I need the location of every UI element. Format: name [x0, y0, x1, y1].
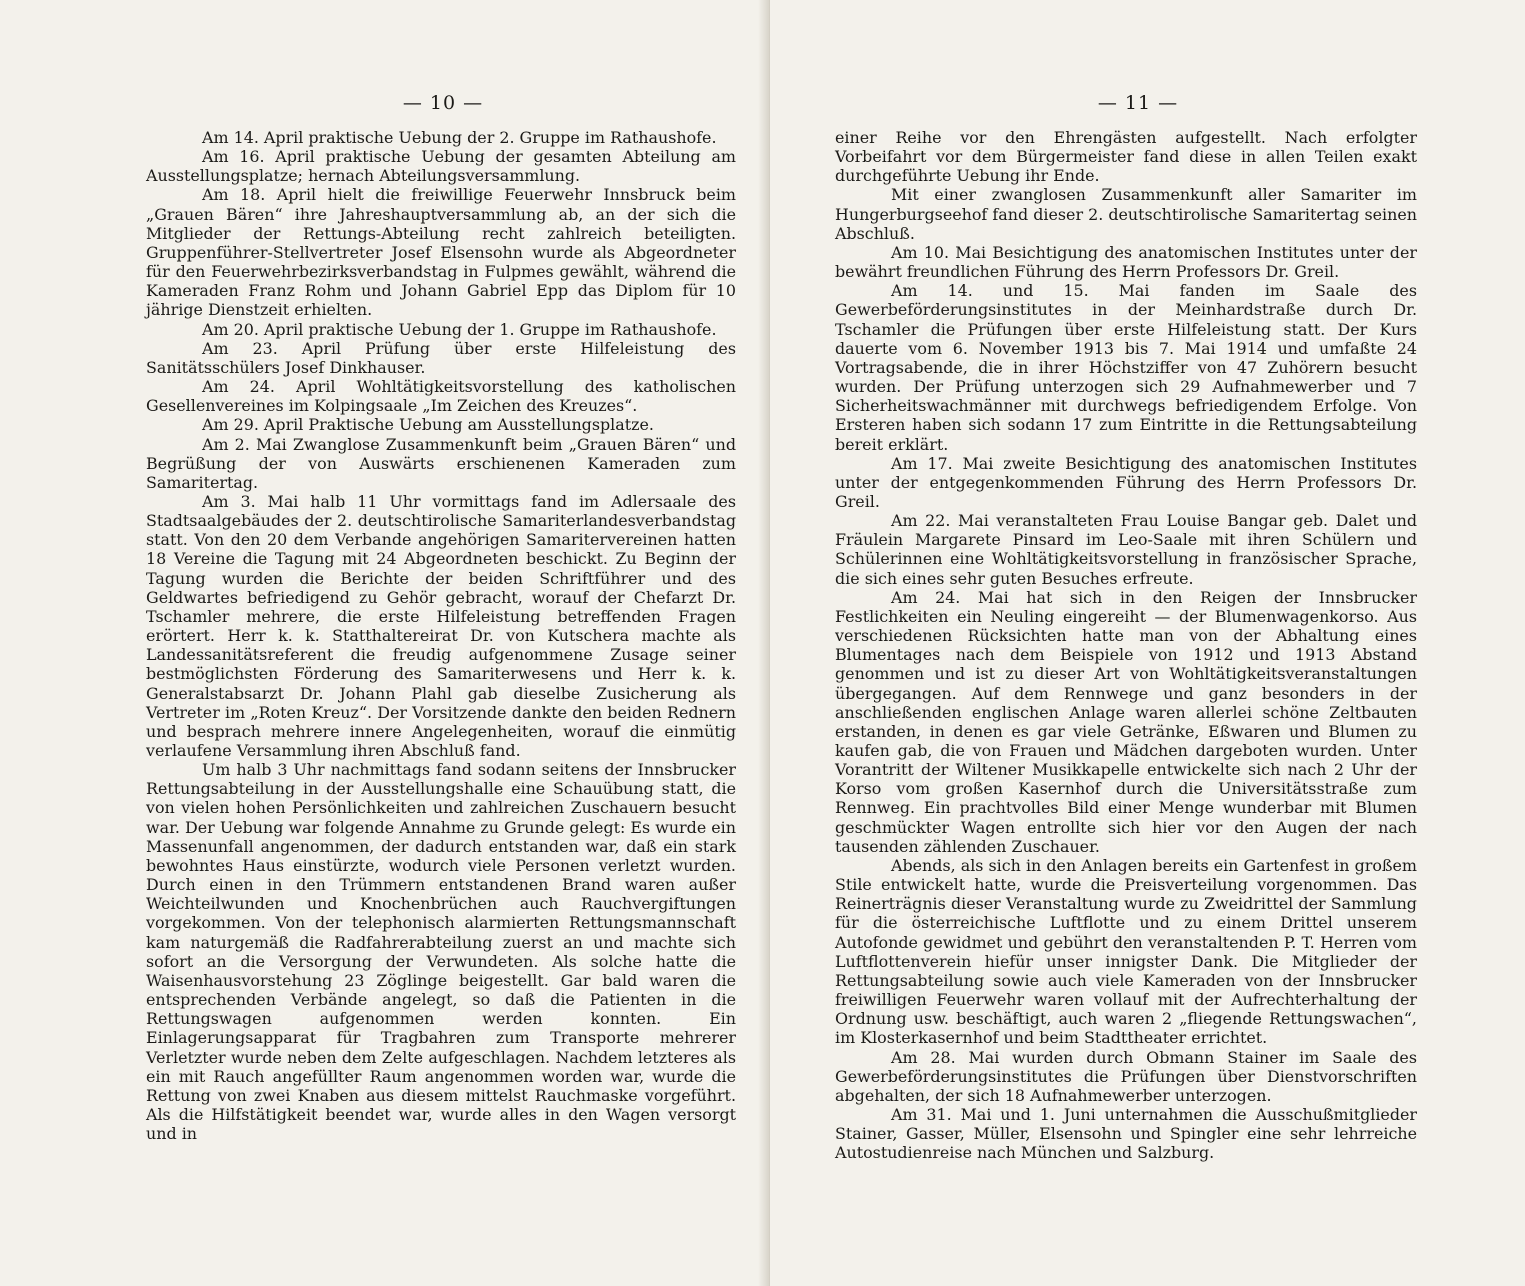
paragraph: Am 18. April hielt die freiwillige Feuerwehr Innsbruck beim „Grauen Bären“ ihre Jahreshauptversammlung ab, an der sich die Mitglieder der Rettungs-Abteilung recht zahlreich beteiligten. Gruppenführer-Stellvertreter Josef Elsensohn wurde als Abgeordneter für den Feuerwehrbezirksverbandstag in Fulpmes gewählt, während die Kameraden Franz Rohm und Johann Gabriel Epp das Diplom für 10 jährige Dienstzeit erhielten.: [146, 185, 736, 320]
paragraph: Am 22. Mai veranstalteten Frau Louise Bangar geb. Dalet und Fräulein Margarete Pinsard im Leo-Saale mit ihren Schülern und Schülerinnen eine Wohltätigkeitsvorstellung in französischer Sprache, die sich eines sehr guten Besuches erfreute.: [835, 511, 1417, 588]
paragraph: Am 29. April Praktische Uebung am Ausstellungsplatze.: [202, 415, 654, 435]
page-body: [146, 128, 736, 1143]
paragraph: Am 14. April praktische Uebung der 2. Gruppe im Rathaushofe.: [202, 128, 717, 147]
paragraph: Um halb 3 Uhr nachmittags fand sodann seitens der Innsbrucker Rettungsabteilung in der Ausstellungshalle eine Schauübung statt, die von vielen hohen Persönlichkeiten und zahlreichen Zuschauern besucht war. Der Uebung war folgende Annahme zu Grunde gelegt: Es wurde ein Massenunfall angenommen, der dadurch entstanden war, daß ein stark bewohntes Haus einstürzte, wodurch viele Personen verletzt wurden. Durch einen in den Trümmern entstandenen Brand waren außer Weichteilwunden und Knochenbrüchen auch Rauchvergiftungen vorgekommen. Von der telephonisch alarmierten Rettungsmannschaft kam naturgemäß die Radfahrerabteilung zuerst an und machte sich sofort an die Versorgung der Verwundeten. Als solche hatte die Waisenhausvorstehung 23 Zöglinge beigestellt. Gar bald waren die entsprechenden Verbände angelegt, so daß die Patienten in die Rettungswagen aufgenommen werden konnten. Ein Einlagerungsapparat für Tragbahren zum Transporte mehrerer Verletzter wurde neben dem Zelte aufgeschlagen. Nachdem letzteres als ein mit Rauch angefüllter Raum angenommen worden war, wurde die Rettung von zwei Knaben aus diesem mittelst Rauchmaske vorgeführt. Als die Hilfstätigkeit beendet war, wurde alles in den Wagen versorgt und in: [146, 760, 737, 1144]
paragraph: Abends, als sich in den Anlagen bereits ein Gartenfest in großem Stile entwickelt hatte, wurde die Preisverteilung vorgenommen. Das Reinerträgnis dieser Veranstaltung wurde zu Zweidrittel der Sammlung für die österreichische Luftflotte und zu einem Drittel unserem Autofonde gewidmet und gebührt den veranstaltenden P. T. Herren vom Luftflottenverein hiefür unser innigster Dank. Die Mitglieder der Rettungsabteilung sowie auch viele Kameraden von der Innsbrucker freiwilligen Feuerwehr waren vollauf mit der Aufrechterhaltung der Ordnung usw. beschäftigt, auch waren 2 „fliegende Rettungswachen“, im Klosterkasernhof und beim Stadttheater errichtet.: [835, 855, 1417, 1048]
paragraph: einer Reihe vor den Ehrengästen aufgestellt. Nach erfolgter Vorbeifahrt vor dem Bürgermeister fand diese in allen Teilen exakt durchgeführte Uebung ihr Ende.: [835, 128, 1417, 186]
paragraph: Am 17. Mai zweite Besichtigung des anatomischen Institutes unter der entgegenkommenden Führung des Herrn Professors Dr. Greil.: [835, 453, 1417, 511]
paragraph: Am 14. und 15. Mai fanden im Saale des Gewerbeförderungsinstitutes in der Meinhardstraße durch Dr. Tschamler die Prüfungen über erste Hilfeleistung statt. Der Kurs dauerte vom 6. November 1913 bis 7. Mai 1914 und umfaßte 24 Vortragsabende, die in ihrer Höchstziffer von 47 Zuhörern besucht wurden. Der Prüfung unterzogen sich 29 Aufnahmewerber und 7 Sicherheitswachmänner mit durchwegs befriedigendem Erfolge. Von Ersteren haben sich sodann 17 zum Eintritte in die Rettungsabteilung bereit erklärt.: [835, 281, 1417, 454]
paragraph: Am 28. Mai wurden durch Obmann Stainer im Saale des Gewerbeförderungsinstitutes die Prüfungen über Dienstvorschriften abgehalten, der sich 18 Aufnahmewerber unterzogen.: [835, 1047, 1417, 1105]
paragraph: Am 20. April praktische Uebung der 1. Gruppe im Rathaushofe.: [202, 319, 717, 339]
paragraph: Am 31. Mai und 1. Juni unternahmen die Ausschußmitglieder Stainer, Gasser, Müller, Elsensohn und Spingler eine sehr lehrreiche Autostudienreise nach München und Salzburg.: [835, 1104, 1417, 1163]
paragraph: Am 3. Mai halb 11 Uhr vormittags fand im Adlersaale des Stadtsaalgebäudes der 2. deutschtirolische Samariterlandesverbandstag statt. Von den 20 dem Verbande angehörigen Samaritervereinen hatten 18 Vereine die Tagung mit 24 Abgeordneten beschickt. Zu Beginn der Tagung wurden die Berichte der beiden Schriftführer und des Geldwartes befriedigend zu Gehör gebracht, worauf der Chefarzt Dr. Tschamler mehrere, die erste Hilfeleistung betreffenden Fragen erörtert. Herr k. k. Statthaltereirat Dr. von Kutschera machte als Landessanitätsreferent die freudig aufgenommene Zusage seiner bestmöglichsten Förderung des Samariterwesens und Herr k. k. Generalstabsarzt Dr. Johann Plahl gab dieselbe Zusicherung als Vertreter im „Roten Kreuz“. Der Vorsitzende dankte den beiden Rednern und besprach mehrere innere Angelegenheiten, worauf die einmütig verlaufene Versammlung ihren Abschluß fand.: [146, 491, 736, 760]
paragraph: Am 24. Mai hat sich in den Reigen der Innsbrucker Festlichkeiten ein Neuling eingereiht — der Blumenwagenkorso. Aus verschiedenen Rücksichten hatte man von der Abhaltung eines Blumentages nach dem Beispiele von 1912 und 1913 Abstand genommen und ist zu dieser Art von Wohltätigkeitsveranstaltungen übergegangen. Auf dem Rennwege und ganz besonders in der anschließenden englischen Anlage waren allerlei schöne Zeltbauten erstanden, in denen es gar viele Getränke, Eßwaren und Blumen zu kaufen gab, die von Frauen und Mädchen dargeboten wurden. Unter Vorantritt der Wiltener Musikkapelle entwickelte sich nach 2 Uhr der Korso vom großen Kasernhof durch die Universitätsstraße zum Rennweg. Ein prachtvolles Bild einer Menge wunderbar mit Blumen geschmückter Wagen entrollte sich hier vor den Augen der nach tausenden zählenden Zuschauer.: [835, 587, 1417, 856]
paragraph: Am 16. April praktische Uebung der gesamten Abteilung am Ausstellungsplatze; hernach Abteilungsversammlung.: [146, 147, 736, 186]
right-page: [770, 0, 1525, 1286]
page-number: — 11 —: [1097, 92, 1179, 114]
paragraph: Am 10. Mai Besichtigung des anatomischen Institutes unter der bewährt freundlichen Führung des Herrn Professors Dr. Greil.: [835, 242, 1417, 282]
page-body: [835, 128, 1417, 1162]
paragraph: Mit einer zwanglosen Zusammenkunft aller Samariter im Hungerburgseehof fand dieser 2. deutschtirolische Samaritertag seinen Abschluß.: [835, 185, 1417, 243]
paragraph: Am 24. April Wohltätigkeitsvorstellung des katholischen Gesellenvereines im Kolpingsaale „Im Zeichen des Kreuzes“.: [146, 377, 736, 416]
paragraph: Am 2. Mai Zwanglose Zusammenkunft beim „Grauen Bären“ und Begrüßung der von Auswärts erschienenen Kameraden zum Samaritertag.: [146, 434, 736, 492]
paragraph: Am 23. April Prüfung über erste Hilfeleistung des Sanitätsschülers Josef Dinkhauser.: [146, 338, 736, 377]
page-number: — 10 —: [402, 92, 484, 114]
